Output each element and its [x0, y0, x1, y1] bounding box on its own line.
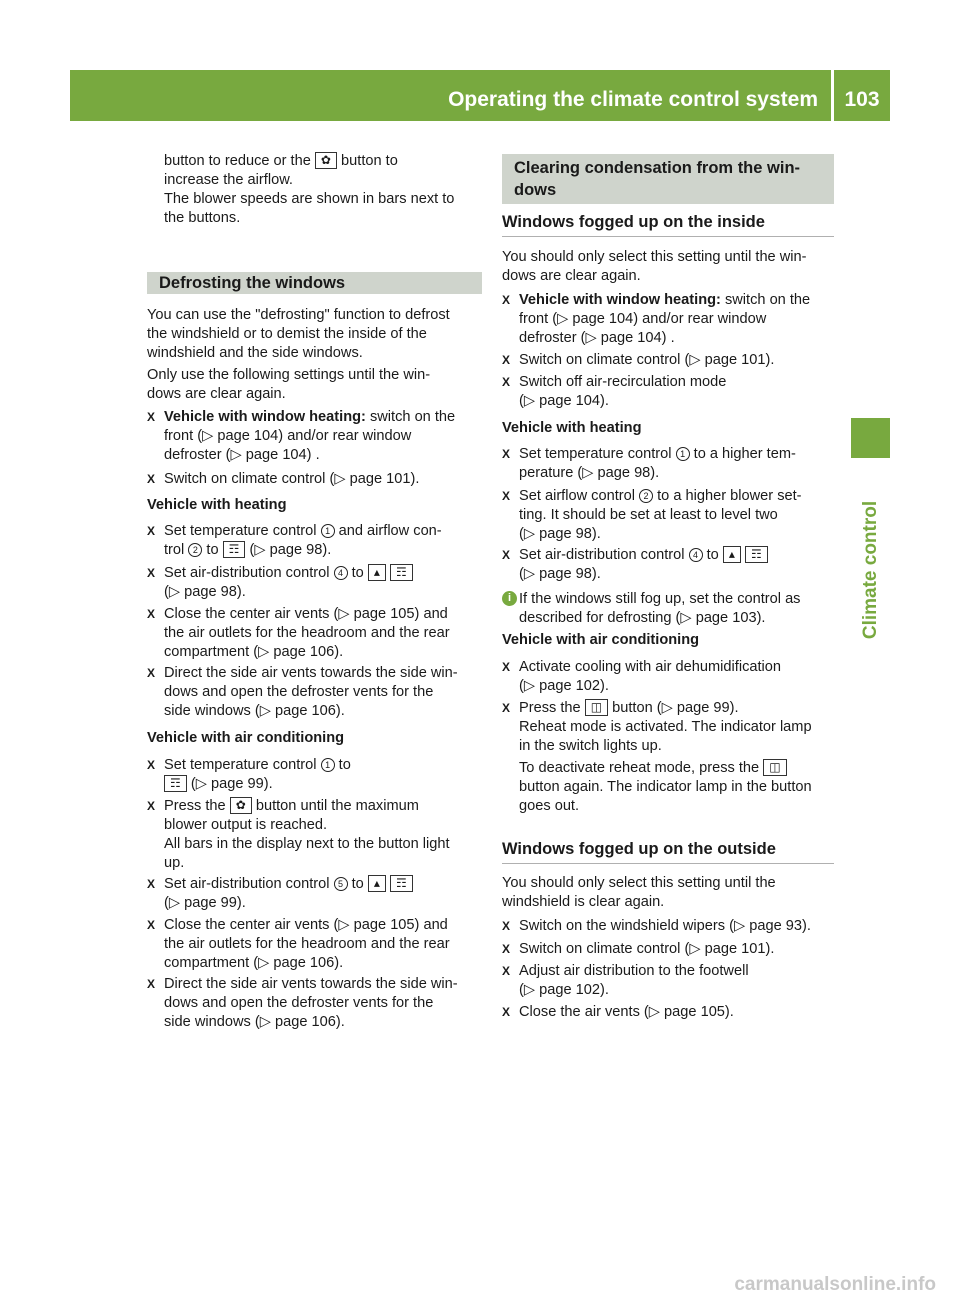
step-item — [502, 546, 834, 584]
text-line: to — [351, 876, 364, 892]
text-line: Only use the following settings until the win- — [147, 367, 431, 383]
intro-text — [164, 152, 482, 228]
step-marker: X — [502, 1005, 511, 1019]
windshield-defrost-icon: ☶ — [164, 775, 187, 792]
step-item — [502, 487, 834, 544]
text-line: button (▷ page 99). — [612, 700, 739, 716]
text-line: ting. It should be set at least to level two — [519, 507, 778, 523]
text-line: (▷ page 102). — [519, 678, 609, 694]
step-item — [147, 564, 482, 602]
step-item — [147, 664, 482, 721]
step-marker: X — [147, 472, 156, 486]
step-item: X Vehicle with window heating: switch on the front (▷ page 104) and/or rear window defroster (▷ page 104) . — [147, 409, 456, 463]
step-item — [502, 658, 834, 696]
outside-paragraph — [502, 874, 834, 912]
intro-line: button to reduce or the — [164, 153, 311, 169]
intro-line: button to — [341, 153, 398, 169]
step-marker: X — [502, 942, 511, 956]
text-line: to — [206, 542, 219, 558]
text-line: front ( — [164, 428, 203, 444]
step-item — [147, 975, 482, 1032]
intro-line: the buttons. — [164, 210, 241, 226]
text-line: windshield and the side windows. — [147, 345, 363, 361]
page-number: 103 — [844, 88, 880, 111]
step-marker: X — [147, 877, 156, 891]
step-item — [147, 756, 482, 794]
text-line: button again. The indicator lamp in the button — [519, 779, 812, 795]
text-line: to — [351, 565, 364, 581]
text-line: (▷ page 104). — [519, 393, 609, 409]
air-up-icon: ▴ — [368, 564, 386, 581]
step-marker: X — [502, 353, 511, 367]
step-item — [502, 1003, 834, 1022]
inside-paragraph — [502, 248, 834, 286]
text-line: compartment (▷ page 106). — [164, 644, 344, 660]
text-line: Set temperature control — [164, 523, 317, 539]
text-line: side windows (▷ page 106). — [164, 703, 345, 719]
text-line: Close the center air vents (▷ page 105) and — [164, 606, 448, 622]
text-line: dows are clear again. — [147, 386, 286, 402]
text-line: trol — [164, 542, 185, 558]
reheat-icon: ◫ — [585, 699, 608, 716]
text-line: Switch on climate control (▷ page 101). — [519, 352, 775, 368]
text-line: page 104) and/or rear window — [217, 428, 412, 444]
step-item — [502, 699, 834, 816]
control-4-icon: 4 — [334, 566, 348, 580]
subsection-label: Vehicle with heating — [147, 497, 287, 513]
intro-line: The blower speeds are shown in bars next to — [164, 191, 455, 207]
step-item — [502, 351, 834, 370]
step-marker: X — [147, 666, 156, 680]
subsection-label: Vehicle with heating — [502, 420, 642, 436]
subsection-heading: Windows fogged up on the inside — [502, 213, 765, 231]
info-icon: i — [502, 591, 517, 606]
text-line: Switch on the windshield wipers (▷ page 93). — [519, 918, 811, 934]
control-4-icon: 4 — [689, 548, 703, 562]
text-line: windshield is clear again. — [502, 894, 665, 910]
step-marker: X — [502, 964, 511, 978]
text-line: Set air-distribution control — [164, 876, 330, 892]
reheat-icon: ◫ — [763, 759, 786, 776]
text-line: Set temperature control — [164, 757, 317, 773]
text-line: All bars in the display next to the button light — [164, 836, 450, 852]
subsection-heading: Windows fogged up on the outside — [502, 840, 776, 858]
step-marker: X — [147, 799, 156, 813]
step-item — [502, 940, 834, 959]
defrost-paragraph — [147, 306, 482, 404]
fan-icon: ✿ — [315, 152, 337, 169]
text-line: Adjust air distribution to the footwell — [519, 963, 749, 979]
heading-line: Clearing condensation from the win- — [514, 159, 801, 177]
text-line: (▷ page 99). — [164, 895, 246, 911]
step-item — [147, 605, 482, 662]
text-line: (▷ page 98). — [519, 526, 601, 542]
fan-icon: ✿ — [230, 797, 252, 814]
text-line: up. — [164, 855, 185, 871]
text-line: Direct the side air vents towards the side win- — [164, 976, 458, 992]
control-2-icon: 2 — [639, 489, 653, 503]
windshield-defrost-icon: ☶ — [745, 546, 768, 563]
text-line: (▷ page 99). — [190, 776, 273, 792]
text-line: Direct the side air vents towards the side win- — [164, 665, 458, 681]
step-item — [147, 875, 482, 913]
text-line: perature (▷ page 98). — [519, 465, 660, 481]
text-line: compartment (▷ page 106). — [164, 955, 344, 971]
step-marker: X — [502, 701, 511, 715]
text-line: button until the maximum — [255, 798, 419, 814]
text-line: Set air-distribution control — [164, 565, 330, 581]
air-up-icon: ▴ — [723, 546, 741, 563]
text-line: switch on the — [724, 292, 811, 308]
text-line: to a higher blower set- — [657, 488, 802, 504]
text-line: dows are clear again. — [502, 268, 641, 284]
text-line: You should only select this setting until the — [502, 875, 776, 891]
text-line: in the switch lights up. — [519, 738, 662, 754]
text-line: (▷ page 98). — [519, 566, 601, 582]
text-line: You can use the "defrosting" function to defrost — [147, 307, 450, 323]
text-line: Activate cooling with air dehumidification — [519, 659, 782, 675]
text-line: Press the — [164, 798, 226, 814]
text-line: Close the air vents (▷ page 105). — [519, 1004, 734, 1020]
text-line: To deactivate reheat mode, press the — [519, 760, 760, 776]
text-line: blower output is reached. — [164, 817, 328, 833]
text-line: the air outlets for the headroom and the rear — [164, 936, 450, 952]
intro-line: increase the airflow. — [164, 172, 293, 188]
text-line: (▷ page 102). — [519, 982, 609, 998]
step-item — [502, 373, 834, 411]
info-note — [502, 590, 834, 628]
text-line: Press the — [519, 700, 581, 716]
step-marker: X — [147, 410, 156, 424]
windshield-defrost-icon: ☶ — [390, 875, 413, 892]
text-line: You should only select this setting until the win- — [502, 249, 807, 265]
text-line: and airflow con- — [338, 523, 442, 539]
text-line: to — [706, 547, 719, 563]
page-title: Operating the climate control system — [448, 88, 818, 111]
text-line: Switch on climate control (▷ page 101). — [164, 471, 420, 487]
control-1-icon: 1 — [321, 758, 335, 772]
step-item — [147, 797, 482, 873]
step-marker: X — [147, 977, 156, 991]
step-marker: X — [502, 548, 511, 562]
text-line: Set airflow control — [519, 488, 635, 504]
windshield-defrost-icon: ☶ — [390, 564, 413, 581]
step-marker: X — [502, 489, 511, 503]
text-line: front (▷ page 104) and/or rear window — [519, 311, 767, 327]
text-line: the air outlets for the headroom and the rear — [164, 625, 450, 641]
heading-line: dows — [514, 181, 557, 199]
step-marker: X — [502, 919, 511, 933]
step-label: Vehicle with window heating: — [164, 409, 366, 425]
text-line: dows and open the defroster vents for the — [164, 684, 434, 700]
step-item — [502, 445, 834, 483]
step-item — [502, 962, 834, 1000]
text-line: defroster (▷ page 104) . — [519, 330, 675, 346]
step-marker: X — [147, 918, 156, 932]
text-line: defroster ( — [164, 447, 231, 463]
control-2-icon: 2 — [188, 543, 202, 557]
chapter-tab — [851, 418, 890, 658]
control-5-icon: 5 — [334, 877, 348, 891]
page-header — [70, 70, 890, 121]
text-line: Switch off air-recirculation mode — [519, 374, 727, 390]
step-item — [147, 522, 482, 560]
chapter-marker — [851, 418, 890, 458]
subsection-label: Vehicle with air conditioning — [502, 632, 700, 648]
text-line: switch on the — [369, 409, 456, 425]
heading-rule — [502, 236, 834, 237]
text-line: the windshield or to demist the inside of the — [147, 326, 427, 342]
chapter-label: Climate control — [860, 500, 881, 640]
heading-rule — [502, 863, 834, 864]
text-line: Close the center air vents (▷ page 105) and — [164, 917, 448, 933]
step-label: Vehicle with window heating: — [519, 292, 721, 308]
step-item — [147, 916, 482, 973]
text-line: dows and open the defroster vents for the — [164, 995, 434, 1011]
step-item — [502, 291, 834, 348]
text-line: goes out. — [519, 798, 580, 814]
section-heading — [502, 154, 834, 204]
control-1-icon: 1 — [321, 524, 335, 538]
text-line: described for defrosting (▷ page 103). — [519, 610, 766, 626]
text-line: Set air-distribution control — [519, 547, 685, 563]
air-up-icon: ▴ — [368, 875, 386, 892]
text-line: to a higher tem- — [693, 446, 796, 462]
text-line: (▷ page 98). — [249, 542, 332, 558]
windshield-defrost-icon: ☶ — [223, 541, 246, 558]
step-marker: X — [147, 607, 156, 621]
text-line: to — [338, 757, 351, 773]
control-1-icon: 1 — [676, 447, 690, 461]
step-marker: X — [502, 375, 511, 389]
step-marker: X — [147, 524, 156, 538]
text-line: Set temperature control — [519, 446, 672, 462]
text-line: page 104) . — [245, 447, 320, 463]
text-line: Switch on climate control (▷ page 101). — [519, 941, 775, 957]
subsection-label: Vehicle with air conditioning — [147, 730, 345, 746]
step-marker: X — [502, 660, 511, 674]
section-heading: Defrosting the windows — [147, 272, 482, 294]
text-line: (▷ page 98). — [164, 584, 246, 600]
text-line: If the windows still fog up, set the control as — [519, 591, 801, 607]
step-marker: X — [147, 758, 156, 772]
watermark: carmanualsonline.info — [734, 1274, 936, 1295]
step-item — [147, 470, 482, 489]
step-marker: X — [502, 447, 511, 461]
step-marker: X — [502, 293, 511, 307]
text-line: side windows (▷ page 106). — [164, 1014, 345, 1030]
step-marker: X — [147, 566, 156, 580]
step-item — [502, 917, 839, 936]
text-line: Reheat mode is activated. The indicator lamp — [519, 719, 812, 735]
